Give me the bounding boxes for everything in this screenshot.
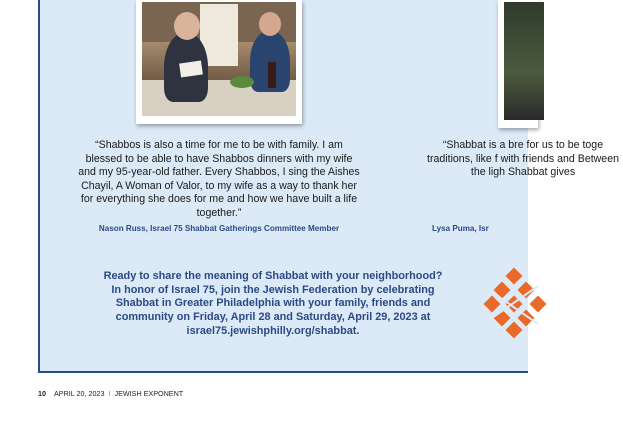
second-photo	[498, 0, 538, 128]
shabbat-link[interactable]: israel75.jewishphilly.org/shabbat	[186, 324, 357, 337]
footer-separator: I	[108, 389, 111, 398]
quote-text: “Shabbat is a bre for us to be toge traditions, like f with friends and Between the ligh Shabbat gives	[427, 139, 619, 179]
call-to-action	[98, 270, 448, 339]
photo-image	[142, 2, 296, 116]
quote-attribution: Nason Russ, Israel 75 Shabbat Gatherings Committee Member	[98, 224, 340, 233]
publication-name: JEWISH EXPONENT	[114, 389, 184, 398]
cta-end: .	[356, 324, 360, 337]
quote-nason-russ: “Shabbos is also a time for me to be with family. I am blessed to be able to have Shabbos dinners with my wife and my 95-year-old father. Every Shabbos, I sing the Aishes Chayil, A Woman of Valor, to my wife as a way to thank her for everything she does for me and how we have built a life together.”	[78, 139, 360, 219]
quote-attribution-2: Lysa Puma, Isr	[432, 224, 489, 233]
issue-date: APRIL 20, 2023	[54, 389, 105, 398]
family-photo	[136, 0, 302, 124]
israel75-logo-icon	[482, 264, 558, 340]
page-number: 10	[38, 389, 46, 398]
page-footer	[38, 389, 183, 398]
second-photo-image	[504, 2, 544, 120]
quote-lysa-puma	[423, 139, 623, 180]
cta-text: Ready to share the meaning of Shabbat with your neighborhood? In honor of Israel 75, join the Jewish Federation by celebrating Shabbat in Greater Philadelphia with your family, friends and community on Friday, April 28 and Saturday, April 29, 2023 at	[103, 270, 443, 324]
ad-panel	[38, 0, 619, 373]
